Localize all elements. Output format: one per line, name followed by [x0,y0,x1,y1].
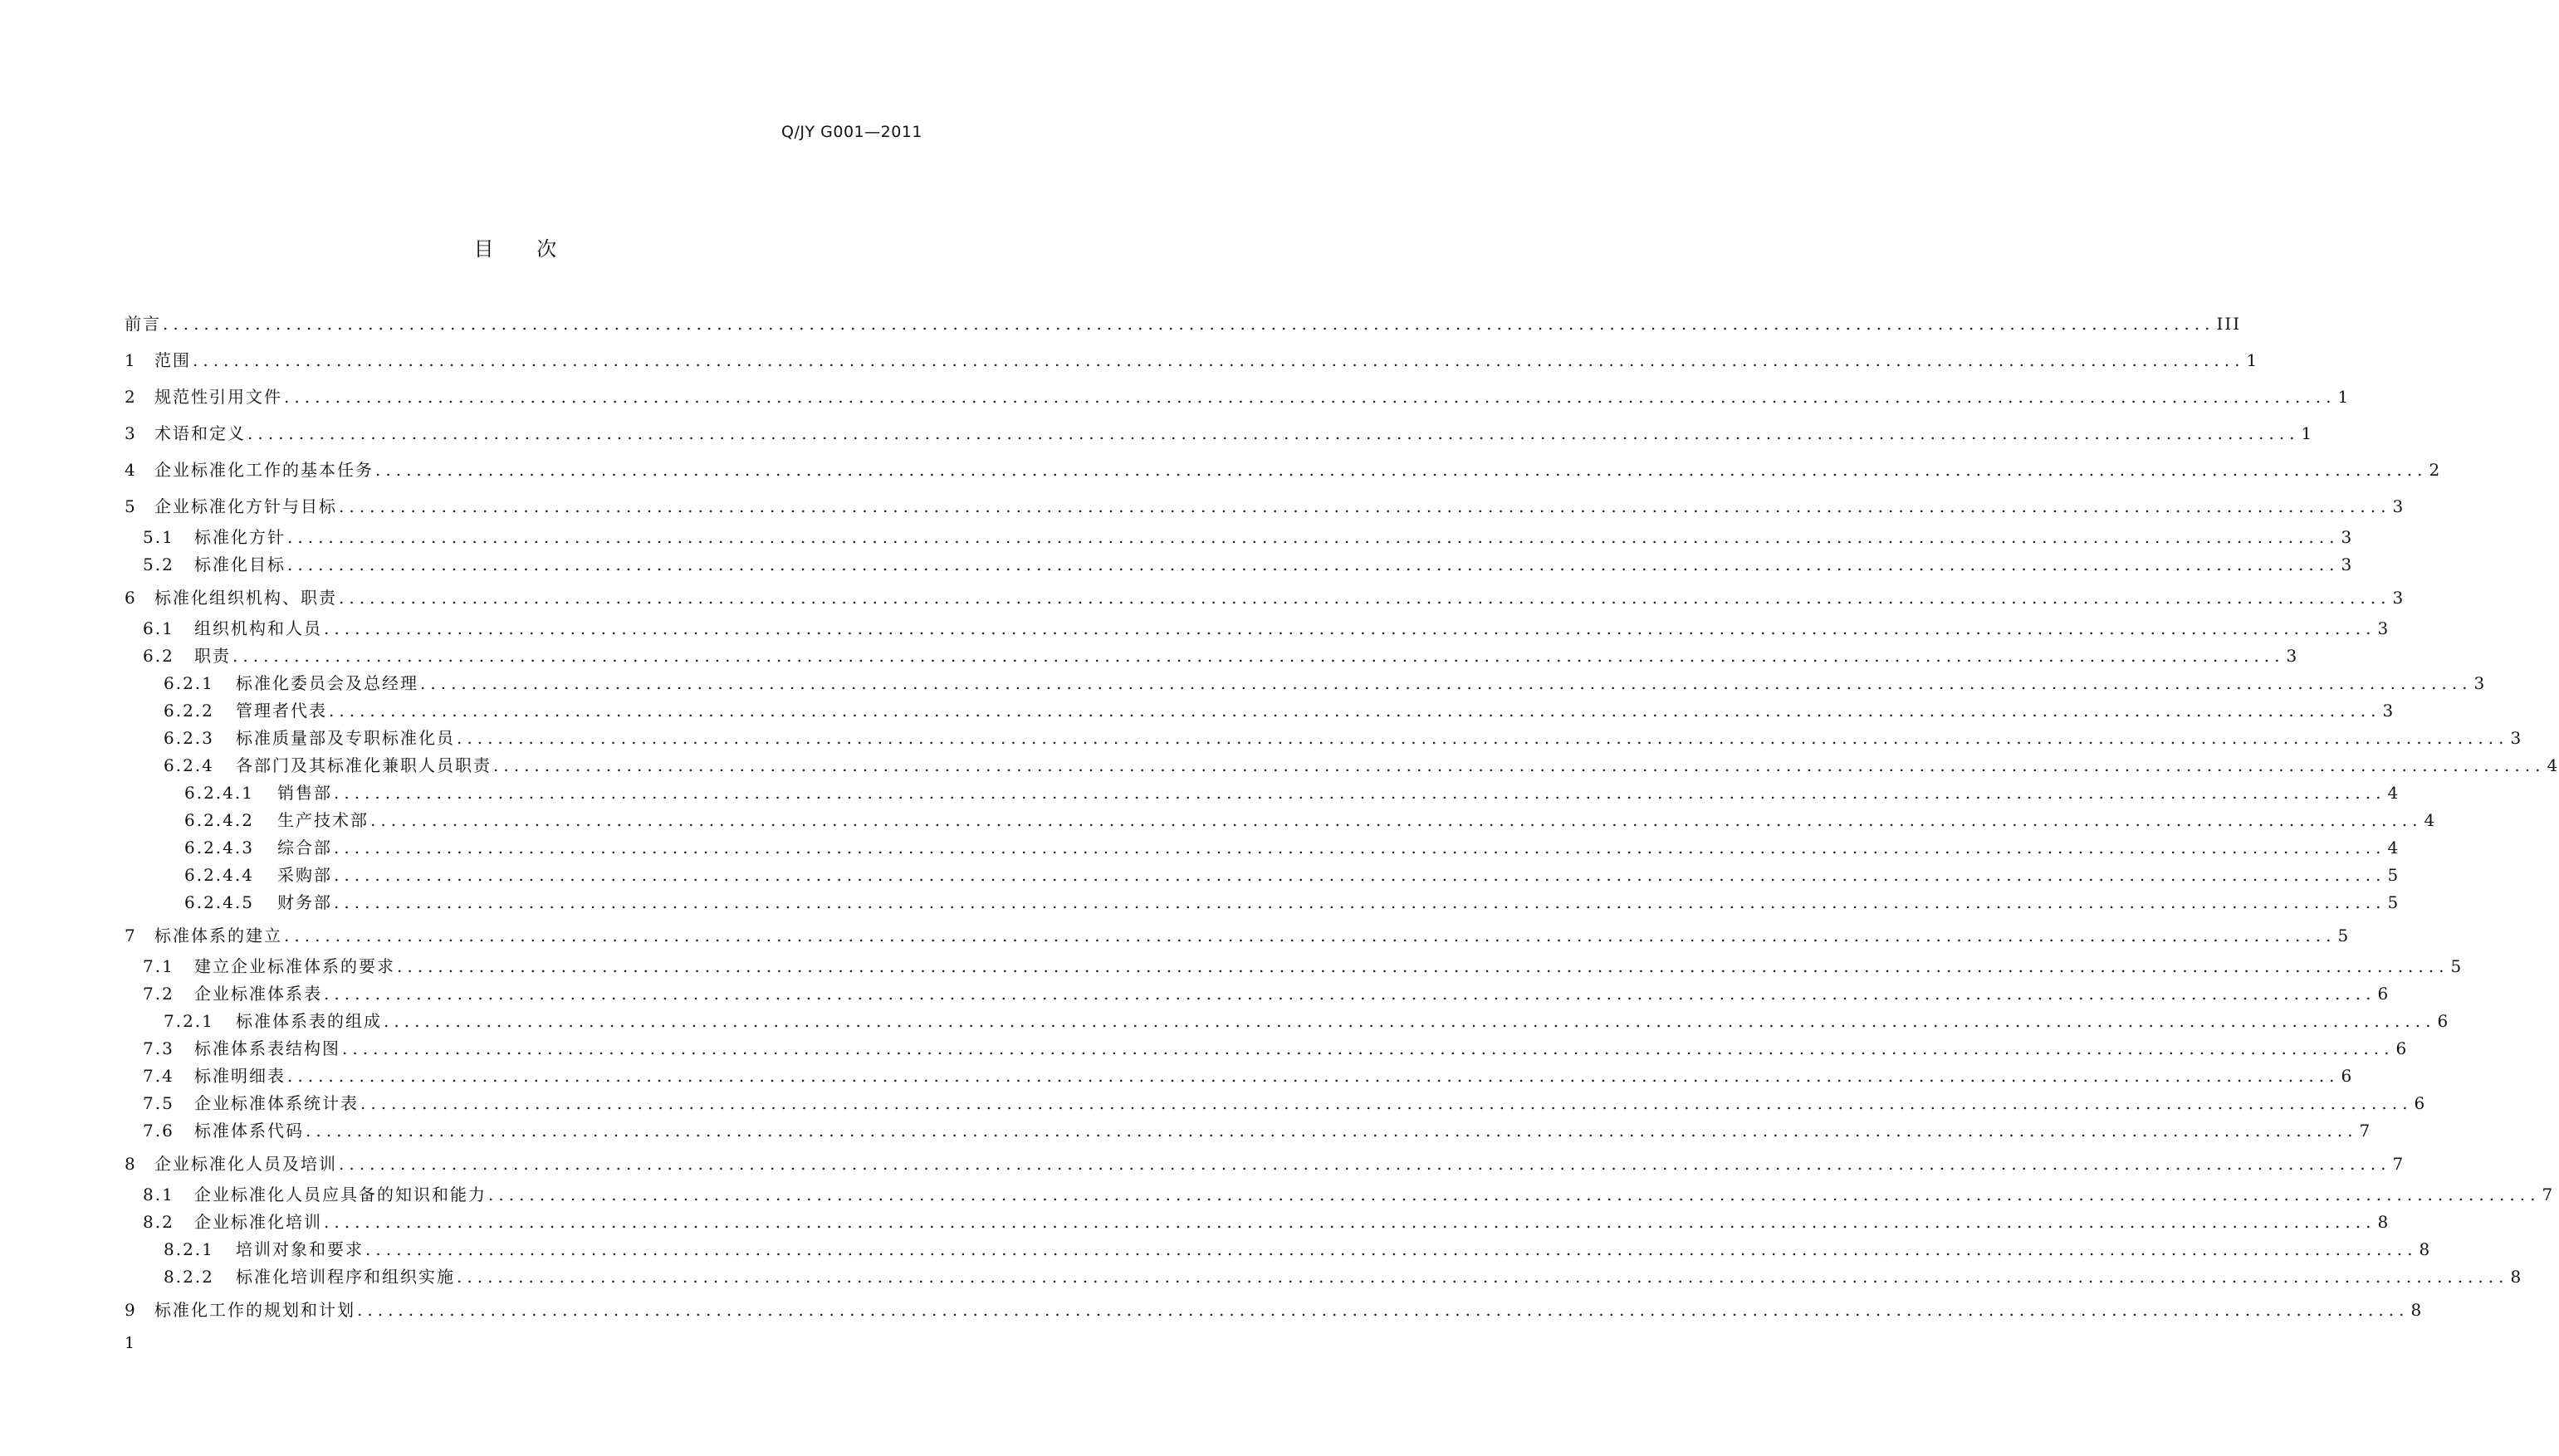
toc-entry-number: 4 [125,460,137,480]
toc-entry[interactable] [125,490,2405,524]
toc-entry-title: 标准体系表的组成 [236,1011,382,1031]
toc-entry[interactable] [125,670,2487,697]
toc-entry-title: 标准化培训程序和组织实施 [236,1267,455,1287]
toc-entry-page: III [2216,314,2242,334]
toc-entry-page: 5 [2387,892,2400,912]
toc-entry-label [125,453,374,487]
toc-entry-page: 6 [2395,1038,2409,1058]
toc-dot-leader: ........................................................................................................................................................................................................ [365,1239,2418,1259]
toc-entry-page: 3 [2341,555,2354,574]
toc-entry-title: 企业标准体系统计表 [194,1093,359,1113]
toc-entry-title: 各部门及其标准化兼职人员职责 [236,755,492,775]
toc-dot-leader: ........................................................................................................................................................................................................ [384,1011,2436,1031]
toc-dot-leader: ........................................................................................................................................................................................................ [193,350,2245,370]
toc-dot-leader: ........................................................................................................................................................................................................ [287,555,2340,574]
toc-entry[interactable] [125,1236,2432,1263]
standard-code: Q/JY G001—2011 [781,123,922,141]
toc-entry-label [164,725,455,752]
toc-dot-leader: ........................................................................................................................................................................................................ [375,460,2428,480]
toc-title: 目 次 [473,237,557,261]
toc-dot-leader: ........................................................................................................................................................................................................ [306,1121,2358,1141]
toc-dot-leader: ........................................................................................................................................................................................................ [284,926,2336,945]
toc-entry-title: 企业标准化人员及培训 [154,1154,337,1174]
toc-entry[interactable] [125,524,2354,551]
table-of-contents [125,307,2559,1327]
toc-entry-label [125,307,161,341]
toc-entry-number: 5.1 [143,527,174,547]
toc-entry-page: 6 [2341,1066,2354,1086]
toc-entry-title: 综合部 [277,838,332,857]
toc-entry[interactable] [125,1293,2424,1327]
toc-entry-number: 6.2.3 [164,728,214,748]
toc-entry-page: 6 [2414,1093,2427,1113]
toc-entry[interactable] [125,889,2400,916]
toc-entry-title: 企业标准化人员应具备的知识和能力 [194,1185,487,1204]
toc-entry-label [143,1209,322,1236]
toc-dot-leader: ........................................................................................................................................................................................................ [357,1300,2410,1320]
toc-entry-label [164,1263,455,1291]
toc-entry[interactable] [125,752,2559,779]
toc-entry-title: 采购部 [277,865,332,885]
toc-entry[interactable] [125,1090,2427,1117]
toc-entry-page: 8 [2377,1212,2390,1232]
toc-entry-page: 7 [2392,1154,2405,1174]
toc-entry-number: 5 [125,496,137,516]
toc-entry-title: 标准质量部及专职标准化员 [236,728,455,748]
toc-entry-number: 7 [125,926,137,945]
toc-dot-leader: ........................................................................................................................................................................................................ [334,838,2386,857]
toc-entry-title: 前言 [125,314,161,334]
toc-entry-title: 企业标准化方针与目标 [154,496,337,516]
toc-entry[interactable] [125,725,2523,752]
toc-entry-label [143,1063,286,1090]
toc-entry[interactable] [125,1209,2390,1236]
toc-entry[interactable] [125,615,2390,642]
toc-entry-label [143,1181,487,1209]
toc-entry[interactable] [125,344,2259,378]
toc-dot-leader: ........................................................................................................................................................................................................ [457,728,2509,748]
toc-entry-label [143,1035,340,1063]
toc-dot-leader: ........................................................................................................................................................................................................ [457,1267,2509,1287]
toc-entry-number: 3 [125,423,137,443]
toc-entry-page: 3 [2392,588,2405,608]
toc-entry-page: 7 [2359,1121,2372,1141]
toc-entry-label [125,919,282,953]
toc-entry-label [184,807,369,834]
toc-entry[interactable] [125,1008,2450,1035]
toc-entry-label [125,1147,337,1181]
toc-dot-leader: ........................................................................................................................................................................................................ [339,1154,2391,1174]
toc-entry-number: 7.2 [143,984,174,1004]
toc-entry-title: 标准化方针 [194,527,286,547]
toc-dot-leader: ........................................................................................................................................................................................................ [488,1185,2541,1204]
toc-entry[interactable] [125,953,2464,980]
toc-entry-page: 3 [2382,701,2395,721]
toc-entry-title: 标准明细表 [194,1066,286,1086]
toc-entry-title: 财务部 [277,892,332,912]
toc-dot-leader: ........................................................................................................................................................................................................ [342,1038,2395,1058]
toc-entry-number: 8.2.2 [164,1267,214,1287]
toc-entry-number: 7.3 [143,1038,174,1058]
toc-entry-title: 标准体系的建立 [154,926,282,945]
toc-entry-page: 1 [2337,387,2351,407]
toc-entry[interactable] [125,807,2437,834]
page-number: 1 [125,1334,135,1352]
toc-entry-label [125,380,282,414]
toc-entry-label [143,524,286,551]
toc-entry-title: 标准化组织机构、职责 [154,588,337,608]
toc-entry-page: 1 [2301,423,2314,443]
toc-entry-label [125,490,337,524]
toc-entry-number: 6.1 [143,618,174,638]
toc-entry-number: 7.6 [143,1121,174,1141]
toc-entry-number: 6.2.4.3 [184,838,254,857]
toc-entry-number: 6.2.4 [164,755,214,775]
toc-entry[interactable] [125,642,2299,670]
toc-entry-label [125,417,246,451]
toc-entry-number: 9 [125,1300,137,1320]
toc-entry-label [143,980,322,1008]
toc-entry[interactable] [125,581,2405,615]
toc-entry-number: 6.2.2 [164,701,214,721]
toc-entry-number: 6.2.4.4 [184,865,254,885]
toc-entry[interactable] [125,1147,2405,1181]
toc-entry-label [143,642,231,670]
toc-entry-page: 3 [2341,527,2354,547]
toc-dot-leader: ........................................................................................................................................................................................................ [163,314,2215,334]
toc-entry-title: 生产技术部 [277,810,369,830]
toc-dot-leader: ........................................................................................................................................................................................................ [339,496,2391,516]
toc-entry-page: 6 [2377,984,2390,1004]
toc-entry-title: 企业标准化培训 [194,1212,322,1232]
toc-dot-leader: ........................................................................................................................................................................................................ [334,892,2386,912]
toc-entry-title: 管理者代表 [236,701,327,721]
toc-entry-page: 6 [2437,1011,2450,1031]
toc-entry-number: 1 [125,350,137,370]
toc-dot-leader: ........................................................................................................................................................................................................ [287,1066,2340,1086]
toc-dot-leader: ........................................................................................................................................................................................................ [334,865,2386,885]
toc-entry-label [143,615,322,642]
toc-entry-label [164,1236,364,1263]
toc-entry-page: 3 [2510,728,2523,748]
toc-entry-title: 标准化目标 [194,555,286,574]
toc-entry-number: 7.2.1 [164,1011,214,1031]
toc-entry-page: 8 [2410,1300,2424,1320]
toc-dot-leader: ........................................................................................................................................................................................................ [324,984,2376,1004]
toc-entry-number: 5.2 [143,555,174,574]
toc-entry-label [184,889,332,916]
toc-entry-number: 6.2 [143,646,174,666]
toc-entry-label [125,1293,355,1327]
toc-entry-label [184,862,332,889]
toc-dot-leader: ........................................................................................................................................................................................................ [493,755,2546,775]
toc-entry[interactable] [125,453,2442,487]
toc-entry-number: 6 [125,588,137,608]
toc-entry-label [143,1090,359,1117]
toc-entry-number: 8.2.1 [164,1239,214,1259]
toc-entry-page: 4 [2424,810,2437,830]
toc-entry-page: 3 [2377,618,2390,638]
toc-dot-leader: ........................................................................................................................................................................................................ [397,956,2449,976]
toc-entry[interactable] [125,551,2354,579]
toc-entry[interactable] [125,1117,2372,1145]
toc-entry-number: 7.1 [143,956,174,976]
toc-entry-title: 企业标准化工作的基本任务 [154,460,374,480]
toc-entry-label [125,344,191,378]
toc-entry-number: 6.2.1 [164,673,214,693]
toc-dot-leader: ........................................................................................................................................................................................................ [324,618,2376,638]
toc-entry-label [184,834,332,862]
toc-entry-number: 6.2.4.2 [184,810,254,830]
toc-entry[interactable] [125,1063,2354,1090]
toc-entry-number: 8 [125,1154,137,1174]
toc-entry-title: 企业标准体系表 [194,984,322,1004]
toc-dot-leader: ........................................................................................................................................................................................................ [324,1212,2376,1232]
toc-entry-page: 4 [2387,838,2400,857]
toc-entry-number: 6.2.4.1 [184,783,254,803]
toc-entry-title: 组织机构和人员 [194,618,322,638]
toc-entry-title: 范围 [154,350,191,370]
toc-entry[interactable] [125,1181,2555,1209]
toc-entry[interactable] [125,380,2351,414]
toc-entry-label [143,1117,304,1145]
toc-entry-page: 3 [2286,646,2299,666]
toc-entry-label [143,953,395,980]
toc-entry[interactable] [125,417,2314,451]
toc-entry-page: 4 [2387,783,2400,803]
toc-entry-page: 3 [2392,496,2405,516]
toc-entry[interactable] [125,1035,2409,1063]
toc-dot-leader: ........................................................................................................................................................................................................ [329,701,2381,721]
toc-entry-title: 建立企业标准体系的要求 [194,956,395,976]
toc-entry-page: 5 [2450,956,2464,976]
toc-entry[interactable] [125,697,2395,725]
toc-entry-title: 标准体系代码 [194,1121,304,1141]
toc-entry-number: 7.4 [143,1066,174,1086]
toc-entry-page: 3 [2473,673,2487,693]
toc-entry-page: 8 [2510,1267,2523,1287]
toc-entry-page: 7 [2542,1185,2555,1204]
toc-entry-number: 2 [125,387,137,407]
toc-entry[interactable] [125,779,2400,807]
toc-entry-title: 销售部 [277,783,332,803]
toc-entry[interactable] [125,307,2242,341]
toc-entry[interactable] [125,862,2400,889]
toc-dot-leader: ........................................................................................................................................................................................................ [287,527,2340,547]
toc-entry-title: 职责 [194,646,231,666]
toc-entry-number: 6.2.4.5 [184,892,254,912]
toc-dot-leader: ........................................................................................................................................................................................................ [339,588,2391,608]
toc-dot-leader: ........................................................................................................................................................................................................ [334,783,2386,803]
toc-entry-number: 8.1 [143,1185,174,1204]
toc-entry-page: 8 [2419,1239,2432,1259]
toc-entry[interactable] [125,834,2400,862]
toc-entry-title: 术语和定义 [154,423,246,443]
toc-entry-page: 5 [2387,865,2400,885]
toc-entry-label [164,1008,382,1035]
toc-entry[interactable] [125,1263,2523,1291]
toc-dot-leader: ........................................................................................................................................................................................................ [360,1093,2413,1113]
toc-entry-label [184,779,332,807]
toc-entry[interactable] [125,980,2390,1008]
toc-entry-title: 标准化工作的规划和计划 [154,1300,355,1320]
toc-entry-label [164,752,492,779]
toc-entry-page: 5 [2337,926,2351,945]
toc-entry[interactable] [125,919,2351,953]
toc-entry-label [143,551,286,579]
toc-dot-leader: ........................................................................................................................................................................................................ [284,387,2336,407]
toc-entry-number: 7.5 [143,1093,174,1113]
toc-dot-leader: ........................................................................................................................................................................................................ [247,423,2300,443]
toc-dot-leader: ........................................................................................................................................................................................................ [370,810,2423,830]
toc-entry-page: 1 [2246,350,2259,370]
toc-entry-page: 2 [2429,460,2442,480]
toc-entry-number: 8.2 [143,1212,174,1232]
toc-entry-label [164,697,327,725]
toc-entry-page: 4 [2547,755,2559,775]
toc-dot-leader: ........................................................................................................................................................................................................ [420,673,2473,693]
toc-dot-leader: ........................................................................................................................................................................................................ [232,646,2285,666]
toc-entry-label [125,581,337,615]
toc-entry-title: 规范性引用文件 [154,387,282,407]
toc-entry-title: 标准化委员会及总经理 [236,673,418,693]
toc-entry-label [164,670,418,697]
toc-entry-title: 标准体系表结构图 [194,1038,340,1058]
toc-entry-title: 培训对象和要求 [236,1239,364,1259]
